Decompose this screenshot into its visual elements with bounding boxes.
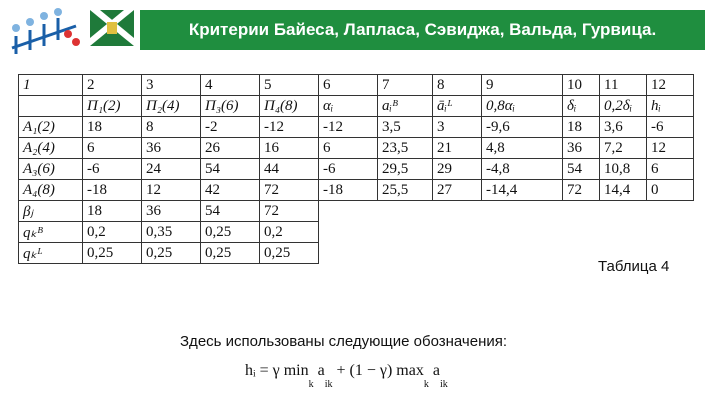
table-cell: 44 [260,159,319,180]
table-cell: 3 [142,75,201,96]
table-cell [319,222,378,243]
table-cell: āᵢᴸ [433,96,482,117]
table-cell: 1 [19,75,83,96]
table-cell: -9,6 [482,117,563,138]
table-cell: 10 [563,75,600,96]
table-cell: 0,35 [142,222,201,243]
table-cell: 27 [433,180,482,201]
table-cell: A₁(2) [19,117,83,138]
formula-max: max [396,362,424,379]
table-cell [433,201,482,222]
table-cell: A₂(4) [19,138,83,159]
table-cell: 0,25 [201,222,260,243]
table-cell [378,243,433,264]
table-row [19,180,694,201]
table-cell: hᵢ [647,96,694,117]
table-cell: 3 [433,117,482,138]
table-cell: 0,2 [260,222,319,243]
table-row [19,159,694,180]
emblem-flag-icon [90,10,134,46]
table-cell: 0,25 [201,243,260,264]
table-cell: βⱼ [19,201,83,222]
table-cell: 72 [260,201,319,222]
table-cell: 14,4 [600,180,647,201]
table-cell: -12 [260,117,319,138]
table-cell: -6 [647,117,694,138]
table-cell: 6 [319,138,378,159]
table-cell: 6 [647,159,694,180]
formula-ik1: ik [324,379,333,390]
table-cell: 54 [201,159,260,180]
table-cell: 54 [563,159,600,180]
table-cell: 4 [201,75,260,96]
table-cell: 10,8 [600,159,647,180]
table-cell: 3,6 [600,117,647,138]
table-cell [600,222,647,243]
table-cell: 0,2 [83,222,142,243]
table-cell: 0,2δᵢ [600,96,647,117]
table-cell: П₄(8) [260,96,319,117]
table-cell: 2 [83,75,142,96]
table-cell: 0 [647,180,694,201]
table-cell: 42 [201,180,260,201]
table-row [19,117,694,138]
table-cell: 5 [260,75,319,96]
table-cell: αᵢ [319,96,378,117]
table-cell: 72 [260,180,319,201]
table-row [19,243,694,264]
table-cell: 6 [83,138,142,159]
table-row [19,96,694,117]
table-cell: 54 [201,201,260,222]
table-cell: 0,25 [260,243,319,264]
table-row [19,75,694,96]
formula-min-sub: k [308,379,314,390]
table-cell: 0,25 [83,243,142,264]
table-cell [319,243,378,264]
hurwicz-formula [245,362,448,390]
table-caption: Таблица 4 [598,258,670,275]
notation-note: Здесь использованы следующие обозначения: [180,333,508,350]
table-row [19,138,694,159]
table-cell: 7,2 [600,138,647,159]
table-cell: 6 [319,75,378,96]
table-cell: П₃(6) [201,96,260,117]
slide-header [0,0,720,66]
table-cell: 18 [563,117,600,138]
table-cell: -6 [83,159,142,180]
formula-eq: = [259,362,269,379]
table-cell: 9 [482,75,563,96]
table-cell: -18 [83,180,142,201]
table-cell: 7 [378,75,433,96]
table-cell: 0,8αᵢ [482,96,563,117]
table-cell: qₖᴸ [19,243,83,264]
slide-content [0,66,720,405]
table-cell [563,222,600,243]
table-cell: -4,8 [482,159,563,180]
formula-plus: + (1 − [336,362,376,379]
table-cell: 11 [600,75,647,96]
table-row [19,222,694,243]
table-cell: П₂(4) [142,96,201,117]
table-cell: 12 [647,75,694,96]
table-cell [563,243,600,264]
table-cell: 26 [201,138,260,159]
table-cell: 0,25 [142,243,201,264]
table-cell: 36 [563,138,600,159]
table-cell: 4,8 [482,138,563,159]
table-cell [378,201,433,222]
table-cell [563,201,600,222]
table-cell [482,222,563,243]
table-cell: 18 [83,117,142,138]
table-cell: 8 [433,75,482,96]
table-cell: -12 [319,117,378,138]
table-cell: 12 [647,138,694,159]
table-cell: 3,5 [378,117,433,138]
table-cell: A₄(8) [19,180,83,201]
table-cell: -6 [319,159,378,180]
table-cell [433,222,482,243]
formula-a1: a [317,362,325,379]
table-cell: 16 [260,138,319,159]
formula-max-sub: k [423,379,429,390]
table-cell [482,201,563,222]
table-cell: 24 [142,159,201,180]
table-row [19,201,694,222]
criteria-table [18,74,694,264]
table-cell: 12 [142,180,201,201]
formula-gamma: γ [272,362,280,379]
formula-gamma-close: γ) [379,362,393,379]
pipes-logo-icon [6,6,86,60]
table-cell [319,201,378,222]
table-cell: -2 [201,117,260,138]
table-cell [378,222,433,243]
table-cell: 25,5 [378,180,433,201]
table-cell [600,201,647,222]
table-cell: 18 [83,201,142,222]
table-cell: 36 [142,138,201,159]
table-cell: -14,4 [482,180,563,201]
table-cell: П₁(2) [83,96,142,117]
table-cell: qₖᴮ [19,222,83,243]
table-cell: 23,5 [378,138,433,159]
formula-h: hᵢ [245,362,256,379]
formula-ik2: ik [439,379,448,390]
table-cell: 29 [433,159,482,180]
table-cell: A₃(6) [19,159,83,180]
table-cell: -18 [319,180,378,201]
table-cell [482,243,563,264]
table-cell: 21 [433,138,482,159]
table-cell [647,201,694,222]
formula-min: min [283,362,309,379]
table-cell: 29,5 [378,159,433,180]
table-cell [647,222,694,243]
table-cell [433,243,482,264]
table-cell: 8 [142,117,201,138]
table-cell: δᵢ [563,96,600,117]
table-cell: 36 [142,201,201,222]
table-cell: 72 [563,180,600,201]
table-cell: aᵢᴮ [378,96,433,117]
table-cell [19,96,83,117]
slide-title: Критерии Байеса, Лапласа, Сэвиджа, Вальда, Гурвица. [140,10,705,50]
formula-a2: a [432,362,440,379]
